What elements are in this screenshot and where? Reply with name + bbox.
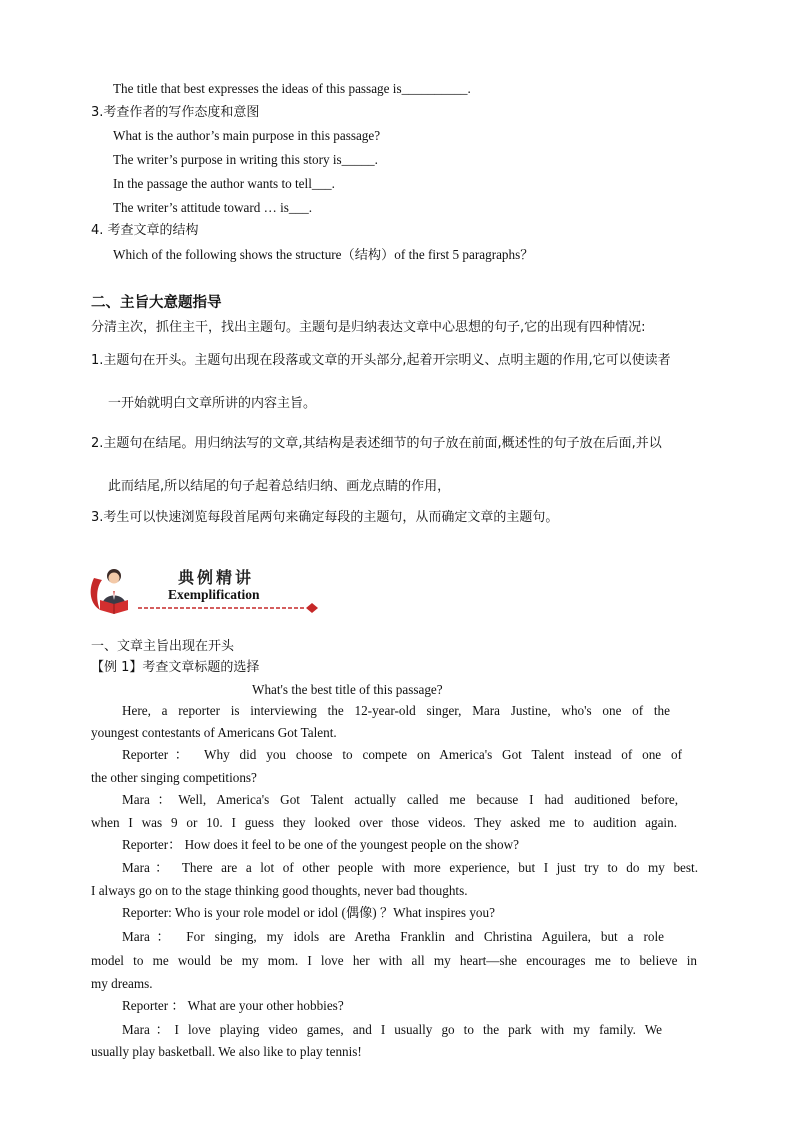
- passage-line: Mara：I love playing video games, and I usually go to the park with my family. We: [122, 1022, 662, 1037]
- passage-line: the other singing competitions?: [91, 770, 257, 785]
- passage-line: Here, a reporter is interviewing the 12-year-old singer, Mara Justine, who's one of the: [122, 703, 670, 718]
- example-label: 【例 1】考查文章标题的选择: [91, 660, 260, 675]
- point-2-line-2: 此而结尾,所以结尾的句子起着总结归纳、画龙点睛的作用，: [108, 479, 451, 494]
- item-3-heading: 3.考查作者的写作态度和意图: [91, 105, 260, 120]
- exemplification-banner: [86, 560, 326, 620]
- passage-line: my dreams.: [91, 976, 153, 991]
- point-2-line-1: 2.主题句在结尾。用归纳法写的文章,其结构是表述细节的句子放在前面,概述性的句子放在后面,并以: [91, 436, 662, 451]
- purpose-question-2: The writer’s purpose in writing this story is_____.: [113, 152, 378, 167]
- passage-line: Mara：Well, America's Got Talent actually called me because I had auditioned before,: [122, 792, 678, 807]
- point-3: 3.考生可以快速浏览每段首尾两句来确定每段的主题句，从而确定文章的主题句。: [91, 510, 559, 525]
- point-1-line-2: 一开始就明白文章所讲的内容主旨。: [108, 396, 317, 411]
- structure-question: Which of the following shows the structure（结构）of the first 5 paragraphs？: [113, 247, 534, 262]
- example-question: What's the best title of this passage?: [252, 682, 443, 697]
- passage-line: model to me would be my mom. I love her with all my heart—she encourages me to believe in: [91, 953, 697, 968]
- passage-line: Reporter ： What are your other hobbies?: [122, 998, 344, 1013]
- passage-line: Mara： For singing, my idols are Aretha Franklin and Christina Aguilera, but a role: [122, 929, 664, 944]
- passage-line: Mara： There are a lot of other people with more experience, but I just try to do my best.: [122, 860, 698, 875]
- section-2-intro: 分清主次，抓住主干，找出主题句。主题句是归纳表达文章中心思想的句子,它的出现有四种情况:: [91, 320, 646, 335]
- passage-line: usually play basketball. We also like to play tennis!: [91, 1044, 362, 1059]
- passage-line: when I was 9 or 10. I guess they looked over those videos. They asked me to audition again.: [91, 815, 677, 830]
- banner-title-en: Exemplification: [168, 587, 260, 602]
- passage-line: Reporter： Why did you choose to compete on America's Got Talent instead of one of: [122, 747, 682, 762]
- passage-line: Reporter: Who is your role model or idol (偶像) ？What inspires you?: [122, 905, 495, 920]
- purpose-question-1: What is the author’s main purpose in this passage?: [113, 128, 381, 143]
- passage-line: Reporter： How does it feel to be one of the youngest people on the show?: [122, 837, 519, 852]
- example-sub-heading: 一、文章主旨出现在开头: [91, 639, 235, 654]
- attitude-question: The writer’s attitude toward … is___.: [113, 200, 312, 215]
- item-4-heading: 4. 考查文章的结构: [91, 223, 199, 238]
- title-question: The title that best expresses the ideas of this passage is__________.: [113, 81, 471, 96]
- banner-title-cn: 典例精讲: [178, 568, 255, 587]
- passage-line: youngest contestants of Americans Got Talent.: [91, 725, 337, 740]
- point-1-line-1: 1.主题句在开头。主题句出现在段落或文章的开头部分,起着开宗明义、点明主题的作用,它可以使读者: [91, 353, 671, 368]
- passage-line: I always go on to the stage thinking good thoughts, never bad thoughts.: [91, 883, 468, 898]
- section-2-heading: 二、主旨大意题指导: [91, 295, 222, 311]
- purpose-question-3: In the passage the author wants to tell___.: [113, 176, 335, 191]
